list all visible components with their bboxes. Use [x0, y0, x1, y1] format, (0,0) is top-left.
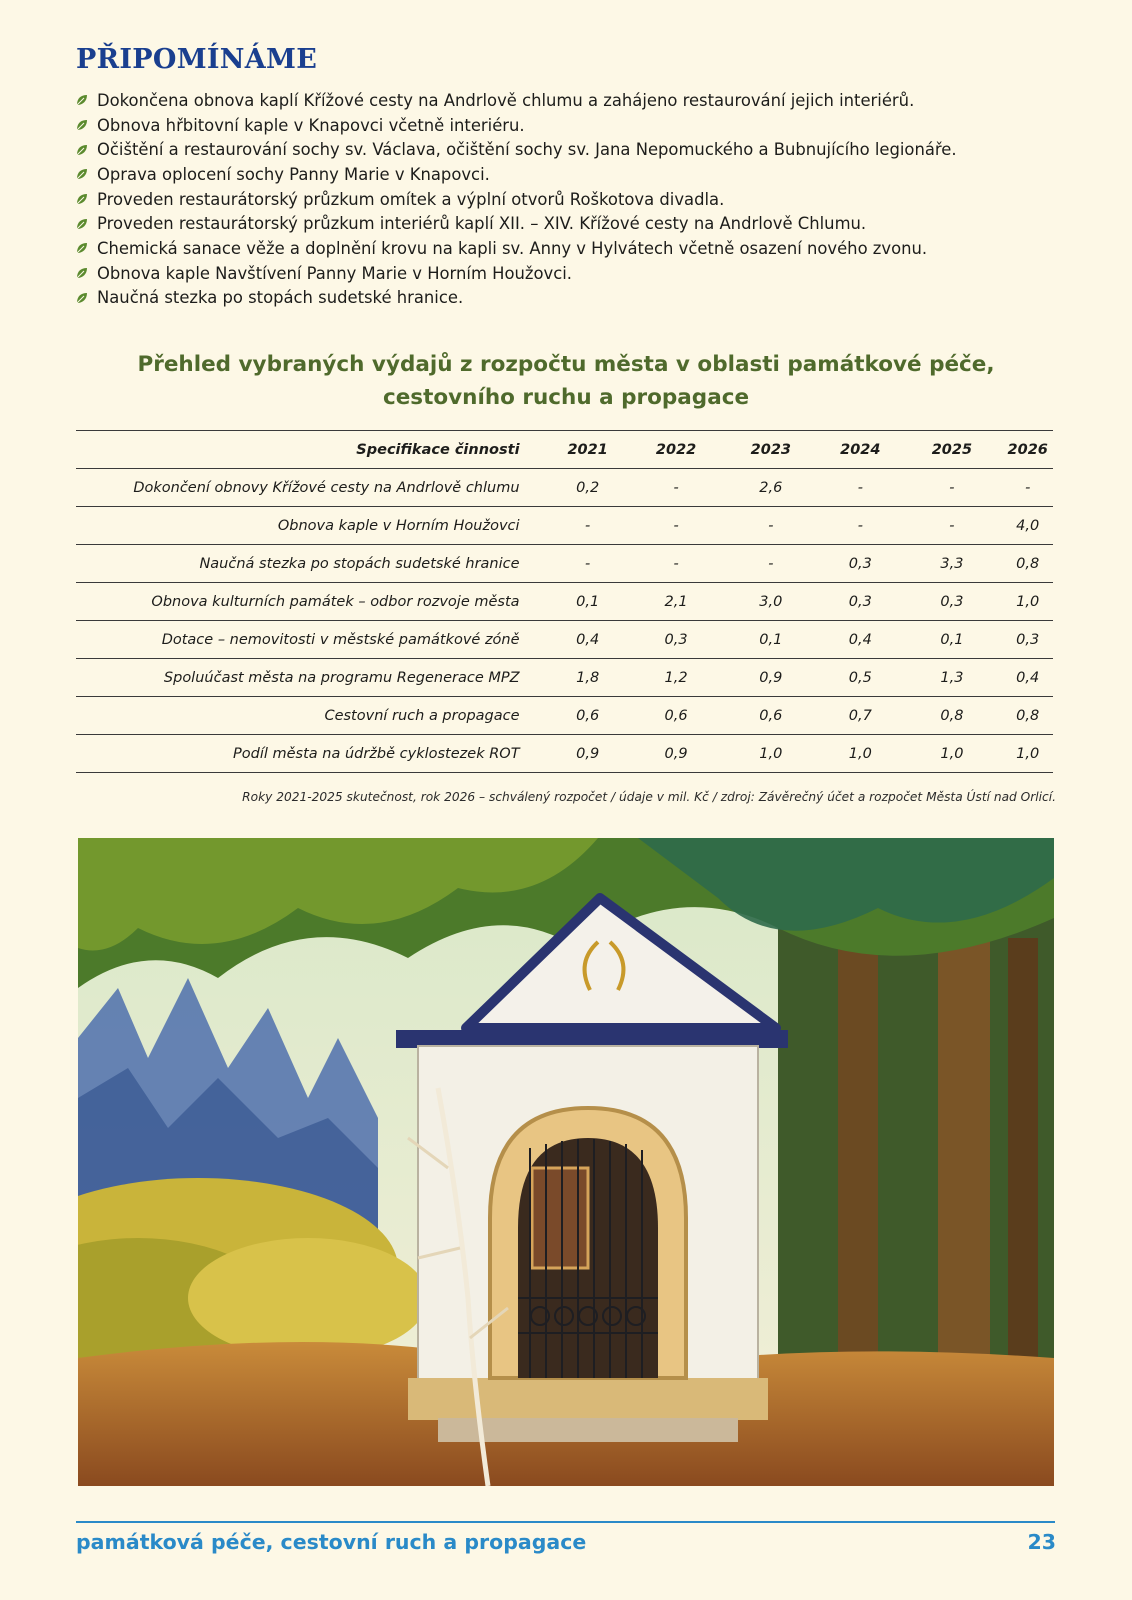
table-cell: 0,9 [630, 735, 723, 773]
table-cell: 3,0 [722, 583, 819, 621]
row-label: Podíl města na údržbě cyklostezek ROT [76, 735, 546, 773]
table-cell: - [1002, 469, 1053, 507]
table-cell: 0,1 [901, 621, 1002, 659]
table-cell: 0,3 [901, 583, 1002, 621]
reminder-list [76, 88, 1076, 310]
table-cell: 2,1 [630, 583, 723, 621]
table-cell: - [722, 545, 819, 583]
table-cell: 0,2 [546, 469, 630, 507]
table-row [76, 545, 1053, 583]
row-label: Dotace – nemovitosti v městské památkové zóně [76, 621, 546, 659]
table-title-line-2: cestovního ruchu a propagace [382, 385, 750, 410]
table-row [76, 697, 1053, 735]
table-title-line-1: Přehled vybraných výdajů z rozpočtu města v oblasti památkové péče, [137, 352, 995, 377]
footer-divider [76, 1521, 1055, 1523]
table-cell: 0,4 [546, 621, 630, 659]
list-item-text: Oprava oplocení sochy Panny Marie v Knapovci. [97, 164, 490, 184]
table-row [76, 659, 1053, 697]
table-cell: 1,2 [630, 659, 723, 697]
table-cell: 0,3 [819, 583, 901, 621]
chapel-drawing [78, 838, 1054, 1486]
table-cell: 2,6 [722, 469, 819, 507]
leaf-icon [76, 119, 88, 131]
budget-table [76, 430, 1053, 773]
table-cell: 0,8 [901, 697, 1002, 735]
table-cell: 0,3 [630, 621, 723, 659]
table-cell: 0,4 [1002, 659, 1053, 697]
leaf-icon [76, 94, 88, 106]
table-cell: 1,0 [819, 735, 901, 773]
table-cell: 1,3 [901, 659, 1002, 697]
table-cell: 0,8 [1002, 545, 1053, 583]
table-cell: 0,9 [546, 735, 630, 773]
row-label: Spoluúčast města na programu Regenerace MPZ [76, 659, 546, 697]
table-row [76, 583, 1053, 621]
table-cell: - [546, 507, 630, 545]
footer-section-name: památková péče, cestovní ruch a propagace [76, 1530, 587, 1554]
table-cell: - [901, 469, 1002, 507]
list-item [76, 236, 1076, 261]
table-cell: 0,6 [722, 697, 819, 735]
leaf-icon [76, 144, 88, 156]
leaf-icon [76, 242, 88, 254]
table-cell: - [630, 545, 723, 583]
table-footnote: Roky 2021-2025 skutečnost, rok 2026 – schválený rozpočet / údaje v mil. Kč / zdroj: Závěrečný účet a rozpočet Města Ústí nad Orlicí. [242, 790, 1056, 804]
table-cell: - [722, 507, 819, 545]
row-label: Cestovní ruch a propagace [76, 697, 546, 735]
list-item-text: Proveden restaurátorský průzkum interiérů kaplí XII. – XIV. Křížové cesty na Andrlově Chlumu. [97, 214, 867, 234]
table-cell: - [546, 545, 630, 583]
table-cell: 0,3 [819, 545, 901, 583]
leaf-icon [76, 168, 88, 180]
table-header-row [76, 431, 1053, 469]
table-cell: - [819, 507, 901, 545]
page-number: 23 [1027, 1530, 1056, 1554]
table-cell: 4,0 [1002, 507, 1053, 545]
table-row [76, 507, 1053, 545]
table-row [76, 735, 1053, 773]
table-cell: 0,8 [1002, 697, 1053, 735]
list-item [76, 261, 1076, 286]
leaf-icon [76, 267, 88, 279]
row-label: Dokončení obnovy Křížové cesty na Andrlově chlumu [76, 469, 546, 507]
row-label: Naučná stezka po stopách sudetské hranice [76, 545, 546, 583]
list-item-text: Obnova kaple Navštívení Panny Marie v Horním Houžovci. [97, 263, 572, 283]
table-row [76, 469, 1053, 507]
table-cell: 0,7 [819, 697, 901, 735]
list-item-text: Očištění a restaurování sochy sv. Václava, očištění sochy sv. Jana Nepomuckého a Bubnujícího legionáře. [97, 140, 957, 160]
list-item-text: Obnova hřbitovní kaple v Knapovci včetně interiéru. [97, 115, 525, 135]
table-cell: - [819, 469, 901, 507]
table-cell: 1,0 [1002, 583, 1053, 621]
row-label: Obnova kulturních památek – odbor rozvoje města [76, 583, 546, 621]
table-cell: 1,0 [722, 735, 819, 773]
table-cell: 0,5 [819, 659, 901, 697]
list-item [76, 286, 1076, 311]
table-cell: 1,0 [1002, 735, 1053, 773]
list-item-text: Dokončena obnova kaplí Křížové cesty na Andrlově chlumu a zahájeno restaurování jejich interiérů. [97, 90, 915, 110]
leaf-icon [76, 218, 88, 230]
list-item [76, 162, 1076, 187]
table-cell: - [630, 469, 723, 507]
column-header-year: 2021 [546, 431, 630, 469]
table-title [76, 348, 1056, 414]
list-item [76, 187, 1076, 212]
list-item-text: Chemická sanace věže a doplnění krovu na kapli sv. Anny v Hylvátech včetně osazení nového zvonu. [97, 238, 928, 258]
chapel-illustration [78, 838, 1054, 1486]
table-cell: 0,1 [722, 621, 819, 659]
table-cell: 0,4 [819, 621, 901, 659]
column-header-specification: Specifikace činnosti [76, 431, 546, 469]
table-cell: 1,8 [546, 659, 630, 697]
column-header-year: 2025 [901, 431, 1002, 469]
table-cell: 1,0 [901, 735, 1002, 773]
list-item [76, 211, 1076, 236]
column-header-year: 2026 [1002, 431, 1053, 469]
page-title: PŘIPOMÍNÁME [76, 44, 318, 75]
list-item [76, 113, 1076, 138]
column-header-year: 2024 [819, 431, 901, 469]
table-cell: 0,6 [546, 697, 630, 735]
list-item [76, 137, 1076, 162]
table-cell: 0,9 [722, 659, 819, 697]
list-item [76, 88, 1076, 113]
table-cell: 0,6 [630, 697, 723, 735]
leaf-icon [76, 193, 88, 205]
table-cell: - [630, 507, 723, 545]
column-header-year: 2022 [630, 431, 723, 469]
table-cell: - [901, 507, 1002, 545]
table-row [76, 621, 1053, 659]
table-cell: 0,1 [546, 583, 630, 621]
table-cell: 3,3 [901, 545, 1002, 583]
row-label: Obnova kaple v Horním Houžovci [76, 507, 546, 545]
list-item-text: Proveden restaurátorský průzkum omítek a výplní otvorů Roškotova divadla. [97, 189, 725, 209]
leaf-icon [76, 292, 88, 304]
table-cell: 0,3 [1002, 621, 1053, 659]
column-header-year: 2023 [722, 431, 819, 469]
list-item-text: Naučná stezka po stopách sudetské hranice. [97, 288, 464, 308]
